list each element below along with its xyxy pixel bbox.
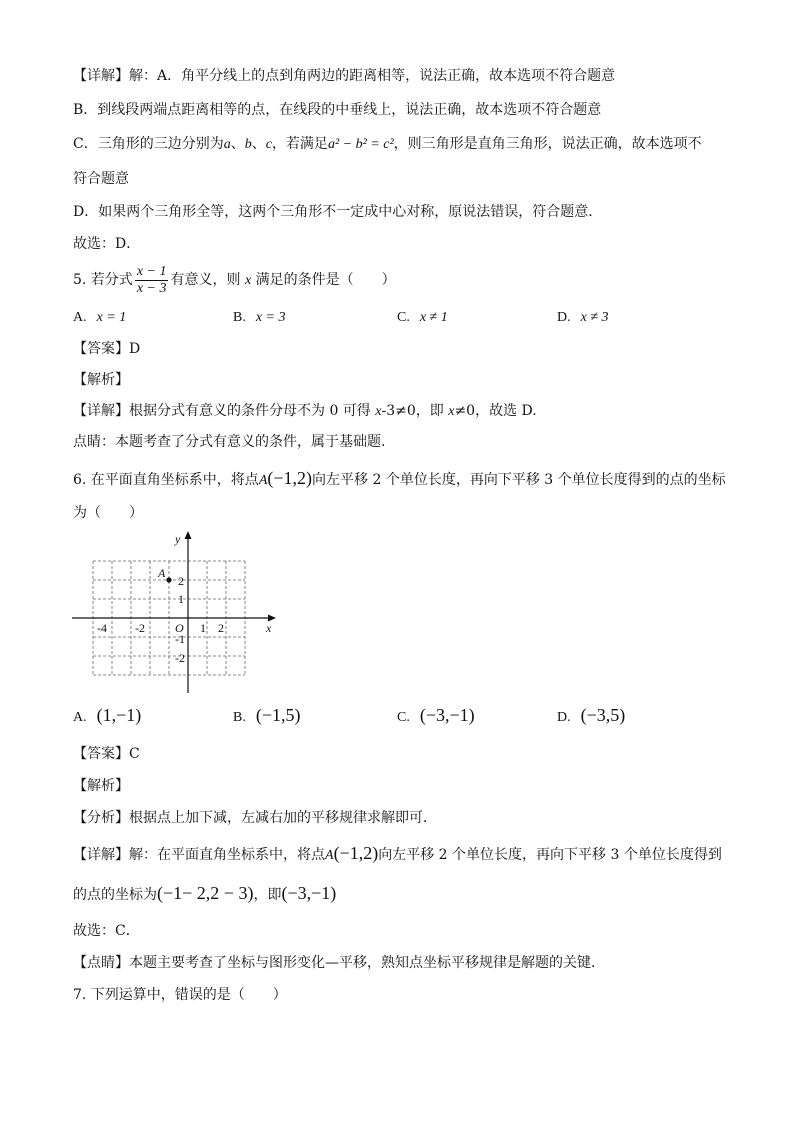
q5-analysis-title: 【解析】 xyxy=(73,372,129,388)
q4-detail-c-cont: 符合题意 xyxy=(73,171,129,187)
q5-option-b[interactable]: B. x = 3 xyxy=(233,310,286,325)
q6-answer: 【答案】C xyxy=(73,746,140,762)
q5-option-d[interactable]: D. x ≠ 3 xyxy=(557,310,609,325)
point-a-label: A xyxy=(158,566,166,580)
q5-comment: 点睛：本题考查了分式有意义的条件，属于基础题. xyxy=(73,434,386,450)
y-axis-label: y xyxy=(175,532,181,546)
q7-stem: 7. 下列运算中，错误的是（ ） xyxy=(73,987,287,1003)
q6-comment: 【点睛】本题主要考查了坐标与图形变化—平移，熟知点坐标平移规律是解题的关键． xyxy=(73,955,605,971)
q6-option-b[interactable]: B. (−1,5) xyxy=(233,705,301,725)
q6-option-c[interactable]: C. (−3,−1) xyxy=(397,705,475,725)
origin-label: O xyxy=(175,621,184,635)
q4-detail-b: B．到线段两端点距离相等的点，在线段的中垂线上，说法正确，故本选项不符合题意 xyxy=(73,102,602,118)
y-tick-1: 1 xyxy=(178,592,184,606)
y-axis-arrow xyxy=(185,531,192,539)
q6-stem: 6. 在平面直角坐标系中，将点A(−1,2)向左平移 2 个单位长度，再向下平移 3 个单位长度得到的点的坐标 xyxy=(73,468,726,488)
y-tick--2: -2 xyxy=(175,651,185,665)
x-tick--2: -2 xyxy=(135,621,145,635)
q4-detail-a: 【详解】解：A．角平分线上的点到角两边的距离相等，说法正确，故本选项不符合题意 xyxy=(73,68,616,84)
x-axis-label: x xyxy=(266,621,272,635)
q6-detail-cont: 的点的坐标为(−1− 2,2 − 3)，即(−3,−1) xyxy=(73,883,337,903)
x-tick-1: 1 xyxy=(200,621,206,635)
point-a-marker xyxy=(166,577,171,582)
q4-detail-d: D．如果两个三角形全等，这两个三角形不一定成中心对称，原说法错误，符合题意． xyxy=(73,204,603,220)
q6-option-a[interactable]: A. (1,−1) xyxy=(73,705,142,725)
q4-formula: a² − b² = c² xyxy=(327,137,394,152)
q6-analysis-title: 【解析】 xyxy=(73,778,129,794)
q6-analysis: 【分析】根据点上加下减，左减右加的平移规律求解即可． xyxy=(73,810,437,826)
q5-option-a[interactable]: A. x = 1 xyxy=(73,310,127,325)
y-tick-2: 2 xyxy=(178,574,184,588)
q6-option-d[interactable]: D. (−3,5) xyxy=(557,705,626,725)
x-tick-2: 2 xyxy=(218,621,224,635)
q5-detail: 【详解】根据分式有意义的条件分母不为 0 可得 x-3≠0，即 x≠0，故选 D. xyxy=(73,403,537,419)
q5-fraction: $\frac{x - 1}{x - 3}$ xyxy=(136,263,167,296)
coordinate-grid-figure xyxy=(68,528,280,698)
q6-choice: 故选：C． xyxy=(73,923,140,939)
y-tick--1: -1 xyxy=(175,632,185,646)
x-tick--4: -4 xyxy=(97,621,107,635)
q4-detail-c: C．三角形的三边分别为a、b、c，若满足a² − b² = c²，则三角形是直角三角形，说法正确，故本选项不 xyxy=(73,136,702,152)
q4-choice: 故选：D． xyxy=(73,236,141,252)
q6-detail: 【详解】解：在平面直角坐标系中，将点A(−1,2)向左平移 2 个单位长度，再向下平移 3 个单位长度得到 xyxy=(73,843,722,863)
q5-stem: 5. 若分式 $\frac{x - 1}{x - 3}$ 有意义，则 x 满足的条件是（ ） xyxy=(73,263,396,296)
q5-option-c[interactable]: C. x ≠ 1 xyxy=(397,310,448,325)
q5-answer: 【答案】D xyxy=(73,341,141,357)
q6-stem-cont: 为（ ） xyxy=(73,505,143,521)
